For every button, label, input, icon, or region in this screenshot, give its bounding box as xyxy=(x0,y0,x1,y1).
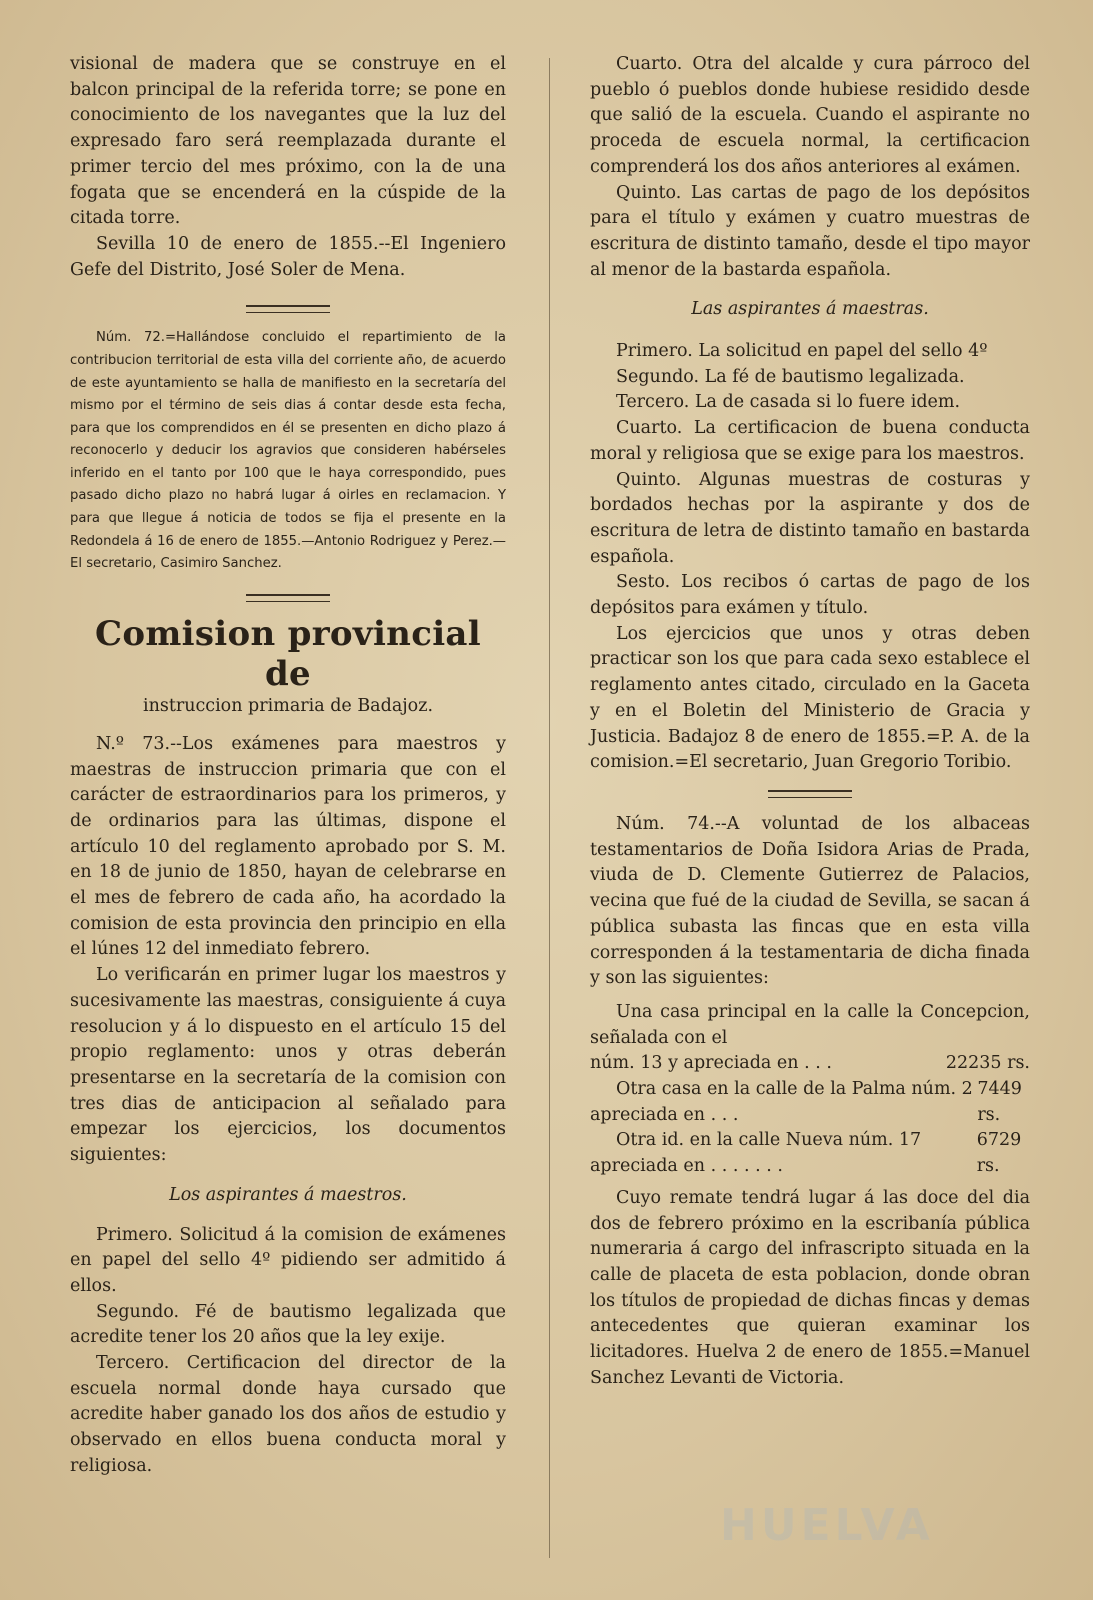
requirement-2: Segundo. Fé de bautismo legalizada que acredite tener los 20 años que la ley exije. xyxy=(70,1301,506,1348)
requirement-3: Tercero. Certificacion del director de la escuela normal donde haya cursado que acredite haber ganado los dos años de estudio y observado en ellos buena conducta moral y religiosa. xyxy=(70,1353,506,1476)
requirement-f2: Segundo. La fé de bautismo legalizada. xyxy=(616,366,965,387)
notice-73: N.º 73.--Los exámenes para maestros y maestras de instruccion primaria que con el carácter de estraordinarios para los primeros, y de ordinarios para las últimas, dispone el artículo 10 del reglamento aprobado por S. M. en 18 de junio de 1850, hayan de celebrarse en el mes de febrero de cada año, ha acordado la comision de esta provincia den principio en ella el lúnes 12 del inmediato febrero. xyxy=(70,733,506,960)
requirement-f6: Sesto. Los recibos ó cartas de pago de los depósitos para exámen y título. xyxy=(590,572,1030,619)
property-desc-1: núm. 13 y apreciada en . . . xyxy=(590,1053,832,1074)
requirement-1: Primero. Solicitud á la comision de exámenes en papel del sello 4º pidiendo ser admitido á ellos. xyxy=(70,1224,506,1296)
exercises-paragraph: Los ejercicios que unos y otras deben practicar son los que para cada sexo establece el reglamento antes citado, circulado en la Gaceta y en el Boletin del Ministerio de Gracia y Justicia. Badajoz 8 de enero de 1855.=P. A. de la comision.=El secretario, Juan Gregorio Toribio. xyxy=(590,623,1030,773)
property-row-2 xyxy=(590,1077,1030,1128)
property-value-2: 7449 rs. xyxy=(977,1079,1022,1125)
requirement-5: Quinto. Las cartas de pago de los depósitos para el título y exámen y cuatro muestras de escritura de distinto tamaño, desde el tipo mayor al menor de la bastarda española. xyxy=(590,182,1030,280)
notice-74: Núm. 74.--A voluntad de los albaceas testamentarios de Doña Isidora Arias de Prada, viuda de D. Clemente Gutierrez de Palacios, vecina que fué de la ciudad de Sevilla, se sacan á pública subasta las fincas que en esta villa corresponden á la testamentaria de dicha finada y son las siguientes: xyxy=(590,813,1030,989)
subsection-title-maestros: Los aspirantes á maestros. xyxy=(169,1184,407,1205)
requirement-f4: Cuarto. La certificacion de buena conducta moral y religiosa que se exige para los maestros. xyxy=(590,418,1030,464)
auction-details: Cuyo remate tendrá lugar á las doce del dia dos de febrero próximo en la escribanía pública numeraria á cargo del infrascripto situada en la calle de placeta de esta poblacion, donde obran los títulos de propiedad de dichas fincas y demas antecedentes que quieran examinar los licitadores. Huelva 2 de enero de 1855.=Manuel Sanchez Levanti de Victoria. xyxy=(590,1187,1030,1388)
right-column xyxy=(590,52,1030,1391)
property-value-3: 6729 rs. xyxy=(976,1130,1022,1177)
notice-73-cont: Lo verificarán en primer lugar los maestros y sucesivamente las maestras, consiguiente á cuya resolucion y á lo dispuesto en el artículo 15 del propio reglamento: unos y otras deberán presentarse en la secretaría de la comision con tres dias de anticipacion al señalado para empezar los ejercicios, los documentos siguientes: xyxy=(70,965,506,1166)
section-divider xyxy=(246,305,330,313)
column-divider xyxy=(549,58,550,1558)
lighthouse-notice-signature: Sevilla 10 de enero de 1855.--El Ingeniero Gefe del Distrito, José Soler de Mena. xyxy=(70,233,506,280)
notice-72: Núm. 72.=Hallándose concluido el repartimiento de la contribucion territorial de esta villa del corriente año, de acuerdo de este ayuntamiento se halla de manifiesto en la secretaría del mismo por el término de seis dias á contar desde esta fecha, para que los comprendidos en él se presenten en dicho plazo á reconocerlo y deducir los agravios que consideren habérseles inferido en el tanto por 100 que le haya correspondido, pues pasado dicho plazo no habrá lugar á oirles en reclamacion. Y para que llegue á noticia de todos se fija el presente en la Redondela á 16 de enero de 1855.—Antonio Rodriguez y Perez.—El secretario, Casimiro Sanchez. xyxy=(70,330,506,572)
archive-watermark: HUELVA xyxy=(720,1500,934,1551)
section-divider xyxy=(768,790,852,798)
property-value-1: 22235 rs. xyxy=(945,1053,1030,1074)
property-item-1: Una casa principal en la calle la Concepcion, señalada con el xyxy=(590,1001,1030,1048)
left-column xyxy=(70,52,506,1480)
property-row-1 xyxy=(590,1051,1030,1077)
section-divider xyxy=(246,594,330,602)
requirement-f1: Primero. La solicitud en papel del sello 4º xyxy=(616,341,988,362)
property-desc-3: Otra id. en la calle Nueva núm. 17 apreciada en . . . . . . . xyxy=(590,1130,922,1177)
requirement-f3: Tercero. La de casada si lo fuere idem. xyxy=(616,392,961,413)
section-subheading: instruccion primaria de Badajoz. xyxy=(142,695,434,716)
property-row-3 xyxy=(590,1128,1030,1179)
property-desc-2: Otra casa en la calle de la Palma núm. 2 apreciada en . . . xyxy=(590,1079,973,1125)
lighthouse-notice-text: visional de madera que se construye en el balcon principal de la referida torre; se pone en conocimiento de los navegantes que la luz del expresado faro será reemplazada durante el primer tercio del mes próximo, con la de una fogata que se encenderá en la cúspide de la citada torre. xyxy=(70,54,506,229)
section-heading: Comision provincial de xyxy=(95,613,481,694)
requirement-4: Cuarto. Otra del alcalde y cura párroco del pueblo ó pueblos donde hubiese residido desde que salió de la escuela. Cuando el aspirante no proceda de escuela normal, la certificacion comprenderá los dos años anteriores al exámen. xyxy=(590,54,1030,177)
subsection-title-maestras: Las aspirantes á maestras. xyxy=(691,299,929,320)
requirement-f5: Quinto. Algunas muestras de costuras y bordados hechas por la aspirante y dos de escritura de letra de distinto tamaño en bastarda española. xyxy=(590,469,1030,567)
